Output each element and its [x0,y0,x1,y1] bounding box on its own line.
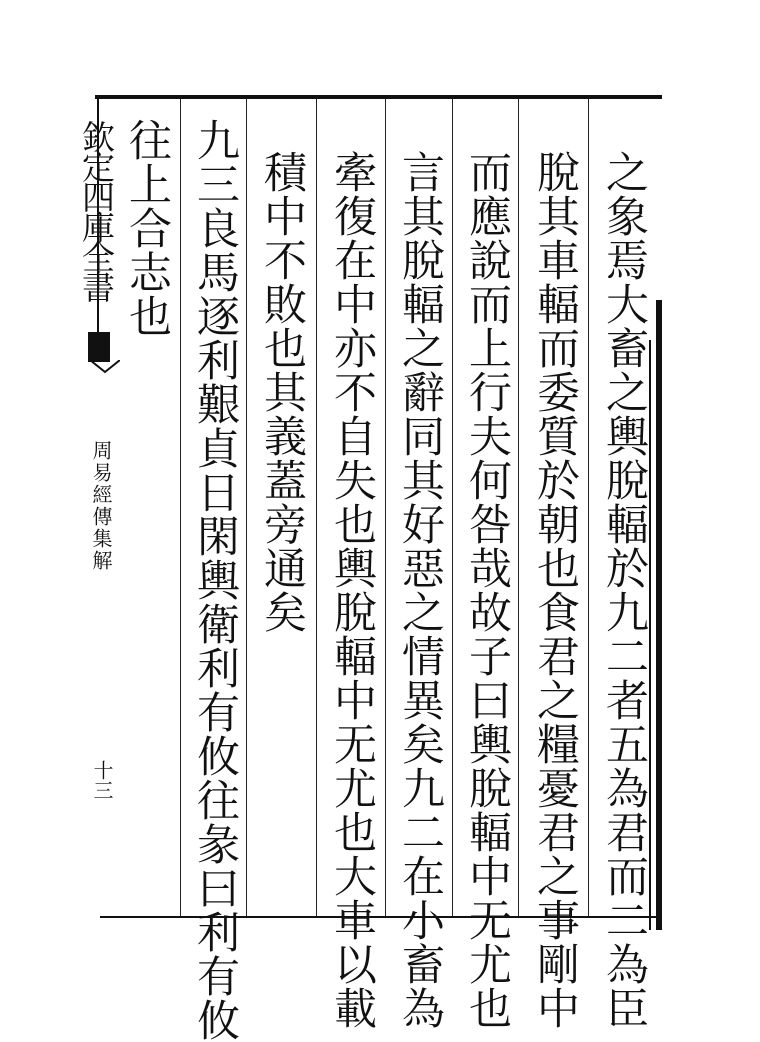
fishtail-mark [88,332,110,362]
work-title: 周易經傳集解 [89,440,113,572]
column-rule [518,98,519,916]
text-column: 牽復在中亦不自失也輿脫輻中无尤也大車以載 [327,150,377,1030]
column-rule [316,98,317,916]
column-rule [180,98,181,916]
text-column: 言其脫輻之辭同其好惡之情異矣九二在小畜為 [395,150,445,1030]
column-rule [452,98,453,916]
text-column: 脫其車輻而委質於朝也食君之糧憂君之事剛中 [530,150,580,1030]
column-rule [588,98,589,916]
page-number: 十三 [90,760,114,800]
text-column: 積中不敗也其義蓋旁通矣 [257,150,307,634]
fishtail-ornament [90,360,120,378]
text-column: 之象焉大畜之輿脫輻於九二者五為君而二為臣 [599,150,649,1030]
book-title: 欽定四庫全書 [77,120,116,300]
column-rule [246,98,247,916]
text-column: 而應說而上行夫何咎哉故子曰輿脫輻中无尤也 [462,150,512,1030]
text-column: 九三良馬逐利艱貞日閑輿衛利有攸往彖曰利有攸 [190,118,240,1042]
column-rule [385,98,386,916]
frame-right-border [656,300,662,930]
text-column: 往上合志也 [122,118,172,338]
